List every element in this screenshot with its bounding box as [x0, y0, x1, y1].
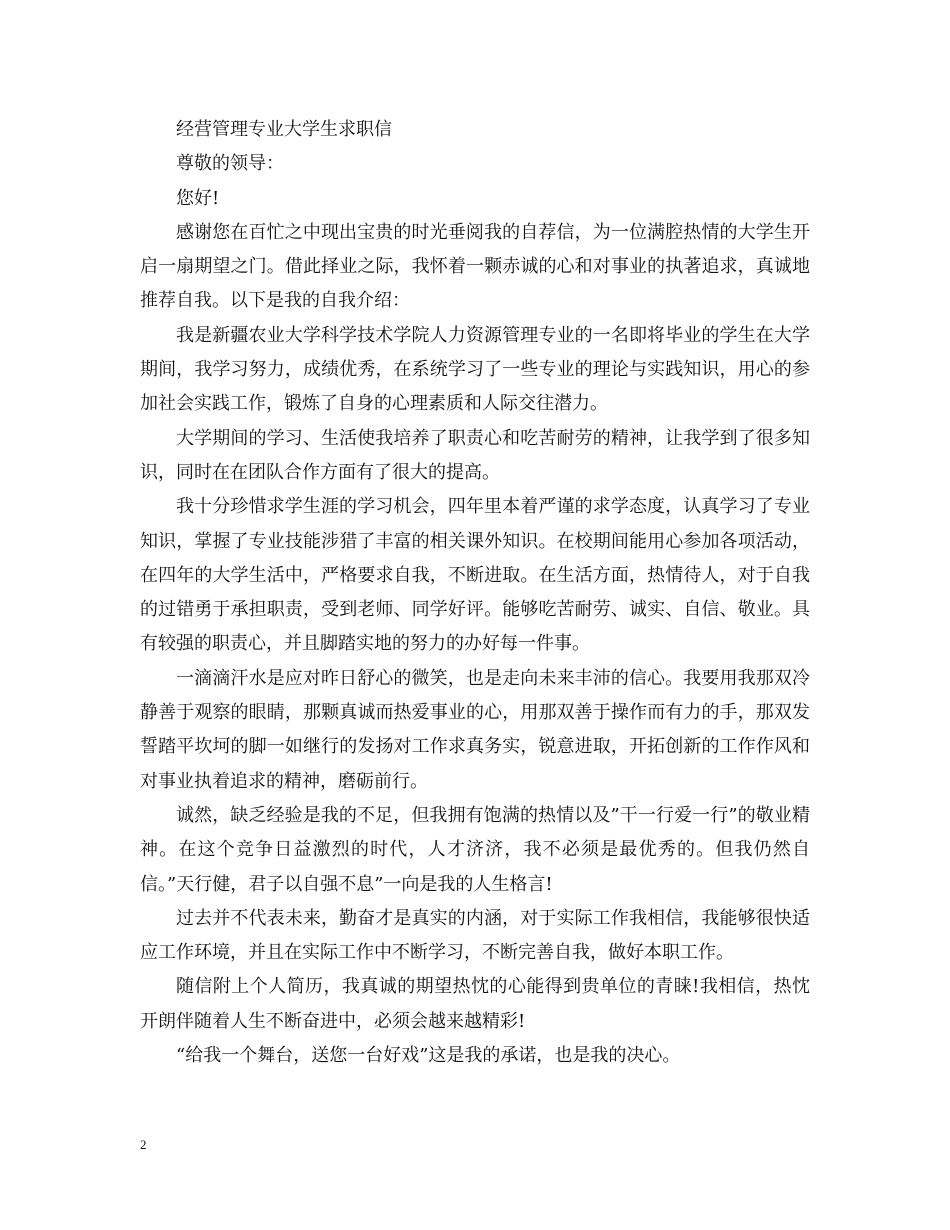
salutation: 尊敬的领导：	[176, 153, 284, 175]
paragraph-study-attitude: 我十分珍惜求学生涯的学习机会，四年里本着严谨的求学态度，认真学习了专业知识，掌握了专业技能涉猎了丰富的相关课外知识。在校期间能用心参加各项活动，在四年的大学生活中，严格要求自我，不断进取。在生活方面，热情待人，对于自我的过错勇于承担职责，受到老师、同学好评。能够吃苦耐劳、诚实、自信、敬业。具有较强的职责心，并且脚踏实地的努力的办好每一件事。	[140, 496, 810, 655]
paragraph-determination: 一滴滴汗水是应对昨日舒心的微笑，也是走向未来丰沛的信心。我要用我那双冷静善于观察的眼睛，那颗真诚而热爱事业的心，用那双善于操作而有力的手，那双发誓踏平坎坷的脚一如继行的发扬对工作求真务实，锐意进取，开拓创新的工作作风和对事业执着追求的精神，磨砺前行。	[140, 667, 810, 792]
page-number: 2	[140, 1137, 147, 1152]
paragraph-resume-attached: 随信附上个人简历，我真诚的期望热忱的心能得到贵单位的青睐!我相信，热忱开朗伴随着人生不断奋进中，必须会越来越精彩!	[140, 976, 810, 1032]
letter-title: 经营管理专业大学生求职信	[176, 119, 392, 140]
paragraph-enthusiasm: 诚然，缺乏经验是我的不足，但我拥有饱满的热情以及”干一行爱一行”的敬业精神。在这个竞争日益激烈的时代，人才济济，我不必须是最优秀的。但我仍然自信。”天行健，君子以自强不息”一向是我的人生格言!	[140, 804, 810, 895]
letter-body	[140, 113, 810, 1073]
paragraph-closing: “给我一个舞台，送您一台好戏”这是我的承诺，也是我的决心。	[176, 1045, 681, 1067]
greeting: 您好!	[176, 187, 220, 209]
paragraph-gratitude: 感谢您在百忙之中现出宝贵的时光垂阅我的自荐信，为一位满腔热情的大学生开启一扇期望之门。借此择业之际，我怀着一颗赤诚的心和对事业的执著追求，真诚地推荐自我。以下是我的自我介绍：	[140, 221, 810, 312]
paragraph-education: 我是新疆农业大学科学技术学院人力资源管理专业的一名即将毕业的学生在大学期间，我学习努力，成绩优秀，在系统学习了一些专业的理论与实践知识，用心的参加社会实践工作，锻炼了自身的心理素质和人际交往潜力。	[140, 324, 810, 415]
paragraph-adaptability: 过去并不代表未来，勤奋才是真实的内涵，对于实际工作我相信，我能够很快适应工作环境，并且在实际工作中不断学习，不断完善自我，做好本职工作。	[140, 907, 810, 964]
paragraph-university-life: 大学期间的学习、生活使我培养了职责心和吃苦耐劳的精神，让我学到了很多知识，同时在在团队合作方面有了很大的提高。	[140, 427, 810, 483]
